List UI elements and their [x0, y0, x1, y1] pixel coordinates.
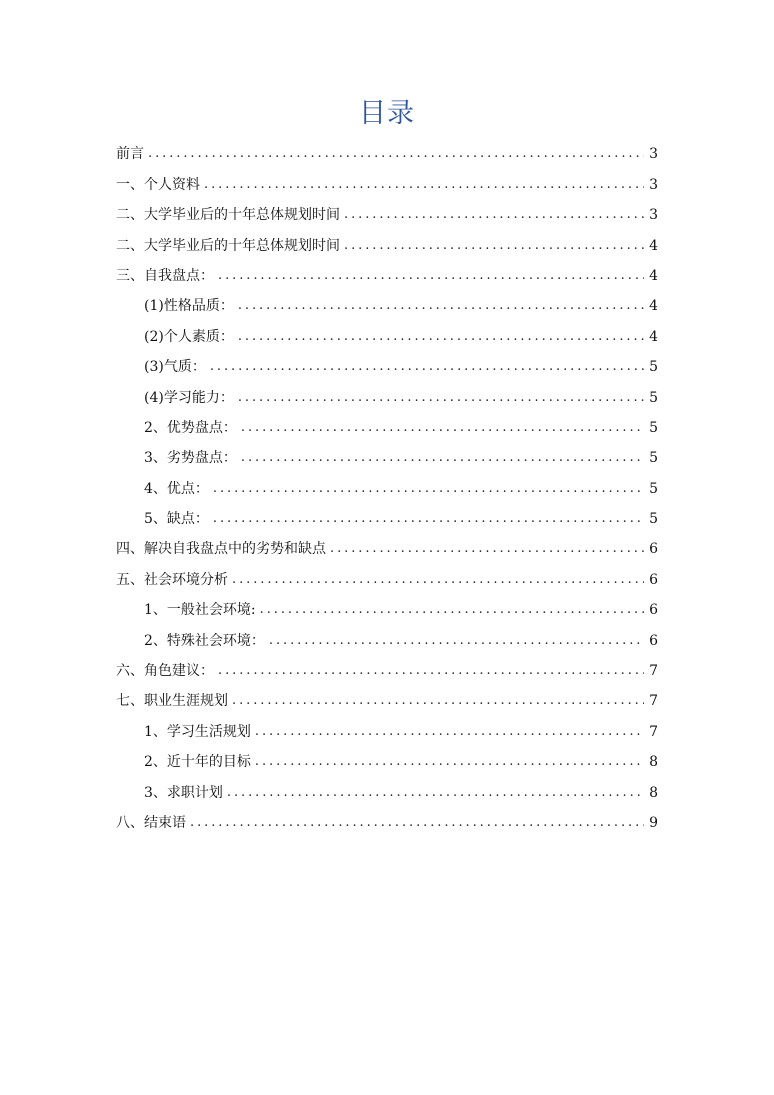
toc-leader-dots [190, 814, 644, 836]
toc-entry[interactable] [116, 623, 658, 653]
toc-entry[interactable] [116, 319, 658, 349]
toc-leader-dots [269, 632, 644, 654]
toc-entry-label: (3)气质： [144, 359, 206, 376]
toc-entry[interactable] [116, 502, 658, 532]
toc-entry-label: 三、自我盘点： [116, 267, 214, 284]
toc-entry[interactable] [116, 350, 658, 380]
toc-entry-label: 六、角色建议： [116, 663, 214, 680]
toc-entry[interactable] [116, 380, 658, 410]
toc-entry[interactable] [116, 471, 658, 501]
table-of-contents [116, 137, 658, 836]
toc-leader-dots [238, 328, 644, 350]
toc-entry[interactable] [116, 714, 658, 744]
toc-entry-label: 二、大学毕业后的十年总体规划时间 [116, 237, 340, 254]
toc-page-number: 5 [649, 419, 658, 436]
toc-entry-label: 5、缺点： [144, 511, 209, 528]
toc-page-number: 8 [649, 784, 658, 801]
toc-entry-label: 2、近十年的目标 [144, 754, 251, 771]
toc-entry-label: (1)性格品质： [144, 298, 234, 315]
toc-page-number: 5 [649, 480, 658, 497]
toc-entry[interactable] [116, 562, 658, 592]
toc-page-number: 9 [649, 814, 658, 831]
toc-entry[interactable] [116, 745, 658, 775]
toc-entry-label: 1、学习生活规划 [144, 723, 251, 740]
toc-leader-dots [238, 297, 644, 319]
toc-page-number: 3 [649, 207, 658, 224]
toc-entry[interactable] [116, 532, 658, 562]
toc-leader-dots [255, 723, 644, 745]
toc-entry[interactable] [116, 228, 658, 258]
toc-leader-dots [213, 480, 644, 502]
toc-leader-dots [148, 145, 644, 167]
toc-leader-dots [238, 389, 644, 411]
toc-page-number: 7 [649, 723, 658, 740]
toc-entry-label: 一、个人资料 [116, 176, 200, 193]
toc-leader-dots [344, 237, 644, 259]
toc-entry[interactable] [116, 775, 658, 805]
toc-entry-label: 四、解决自我盘点中的劣势和缺点 [116, 541, 326, 558]
toc-entry-label: 3、劣势盘点： [144, 450, 237, 467]
toc-leader-dots [210, 358, 644, 380]
toc-entry-label: 3、求职计划 [144, 784, 223, 801]
toc-entry-label: (2)个人素质： [144, 328, 234, 345]
toc-page-number: 3 [649, 146, 658, 163]
toc-entry[interactable] [116, 289, 658, 319]
toc-entry-label: 七、职业生涯规划 [116, 693, 228, 710]
toc-entry[interactable] [116, 259, 658, 289]
toc-entry-label: 前言 [116, 146, 144, 163]
toc-leader-dots [227, 784, 644, 806]
toc-entry-label: 五、社会环境分析 [116, 571, 228, 588]
toc-page-number: 8 [649, 754, 658, 771]
toc-page-number: 5 [649, 389, 658, 406]
toc-title: 目录 [359, 98, 415, 129]
toc-page-number: 4 [649, 298, 658, 315]
toc-page-number: 6 [649, 571, 658, 588]
toc-entry[interactable] [116, 167, 658, 197]
toc-entry-label: 2、优势盘点： [144, 419, 237, 436]
toc-leader-dots [241, 449, 644, 471]
toc-entry[interactable] [116, 593, 658, 623]
toc-entry[interactable] [116, 806, 658, 836]
toc-leader-dots [344, 206, 644, 228]
toc-entry[interactable] [116, 198, 658, 228]
toc-page-number: 7 [649, 693, 658, 710]
toc-entry-label: 二、大学毕业后的十年总体规划时间 [116, 207, 340, 224]
toc-entry-label: 4、优点： [144, 480, 209, 497]
toc-leader-dots [232, 692, 644, 714]
toc-entry[interactable] [116, 137, 658, 167]
toc-entry[interactable] [116, 684, 658, 714]
toc-leader-dots [241, 419, 644, 441]
toc-page-number: 5 [649, 359, 658, 376]
toc-entry[interactable] [116, 654, 658, 684]
toc-page-number: 4 [649, 328, 658, 345]
toc-leader-dots [213, 510, 644, 532]
toc-leader-dots [218, 662, 644, 684]
toc-leader-dots [232, 571, 644, 593]
toc-leader-dots [218, 267, 644, 289]
toc-page-number: 6 [649, 541, 658, 558]
toc-leader-dots [330, 540, 644, 562]
toc-entry[interactable] [116, 411, 658, 441]
toc-leader-dots [204, 176, 644, 198]
toc-page-number: 6 [649, 632, 658, 649]
toc-page-number: 6 [649, 602, 658, 619]
toc-leader-dots [260, 601, 644, 623]
toc-page-number: 4 [649, 267, 658, 284]
toc-page-number: 4 [649, 237, 658, 254]
toc-entry-label: 八、结束语 [116, 814, 186, 831]
toc-leader-dots [255, 753, 644, 775]
toc-page-number: 5 [649, 450, 658, 467]
toc-entry[interactable] [116, 441, 658, 471]
toc-entry-label: 1、一般社会环境: [144, 602, 256, 619]
toc-page-number: 5 [649, 511, 658, 528]
toc-page-number: 7 [649, 663, 658, 680]
toc-entry-label: (4)学习能力： [144, 389, 234, 406]
toc-entry-label: 2、特殊社会环境： [144, 632, 265, 649]
toc-page-number: 3 [649, 176, 658, 193]
